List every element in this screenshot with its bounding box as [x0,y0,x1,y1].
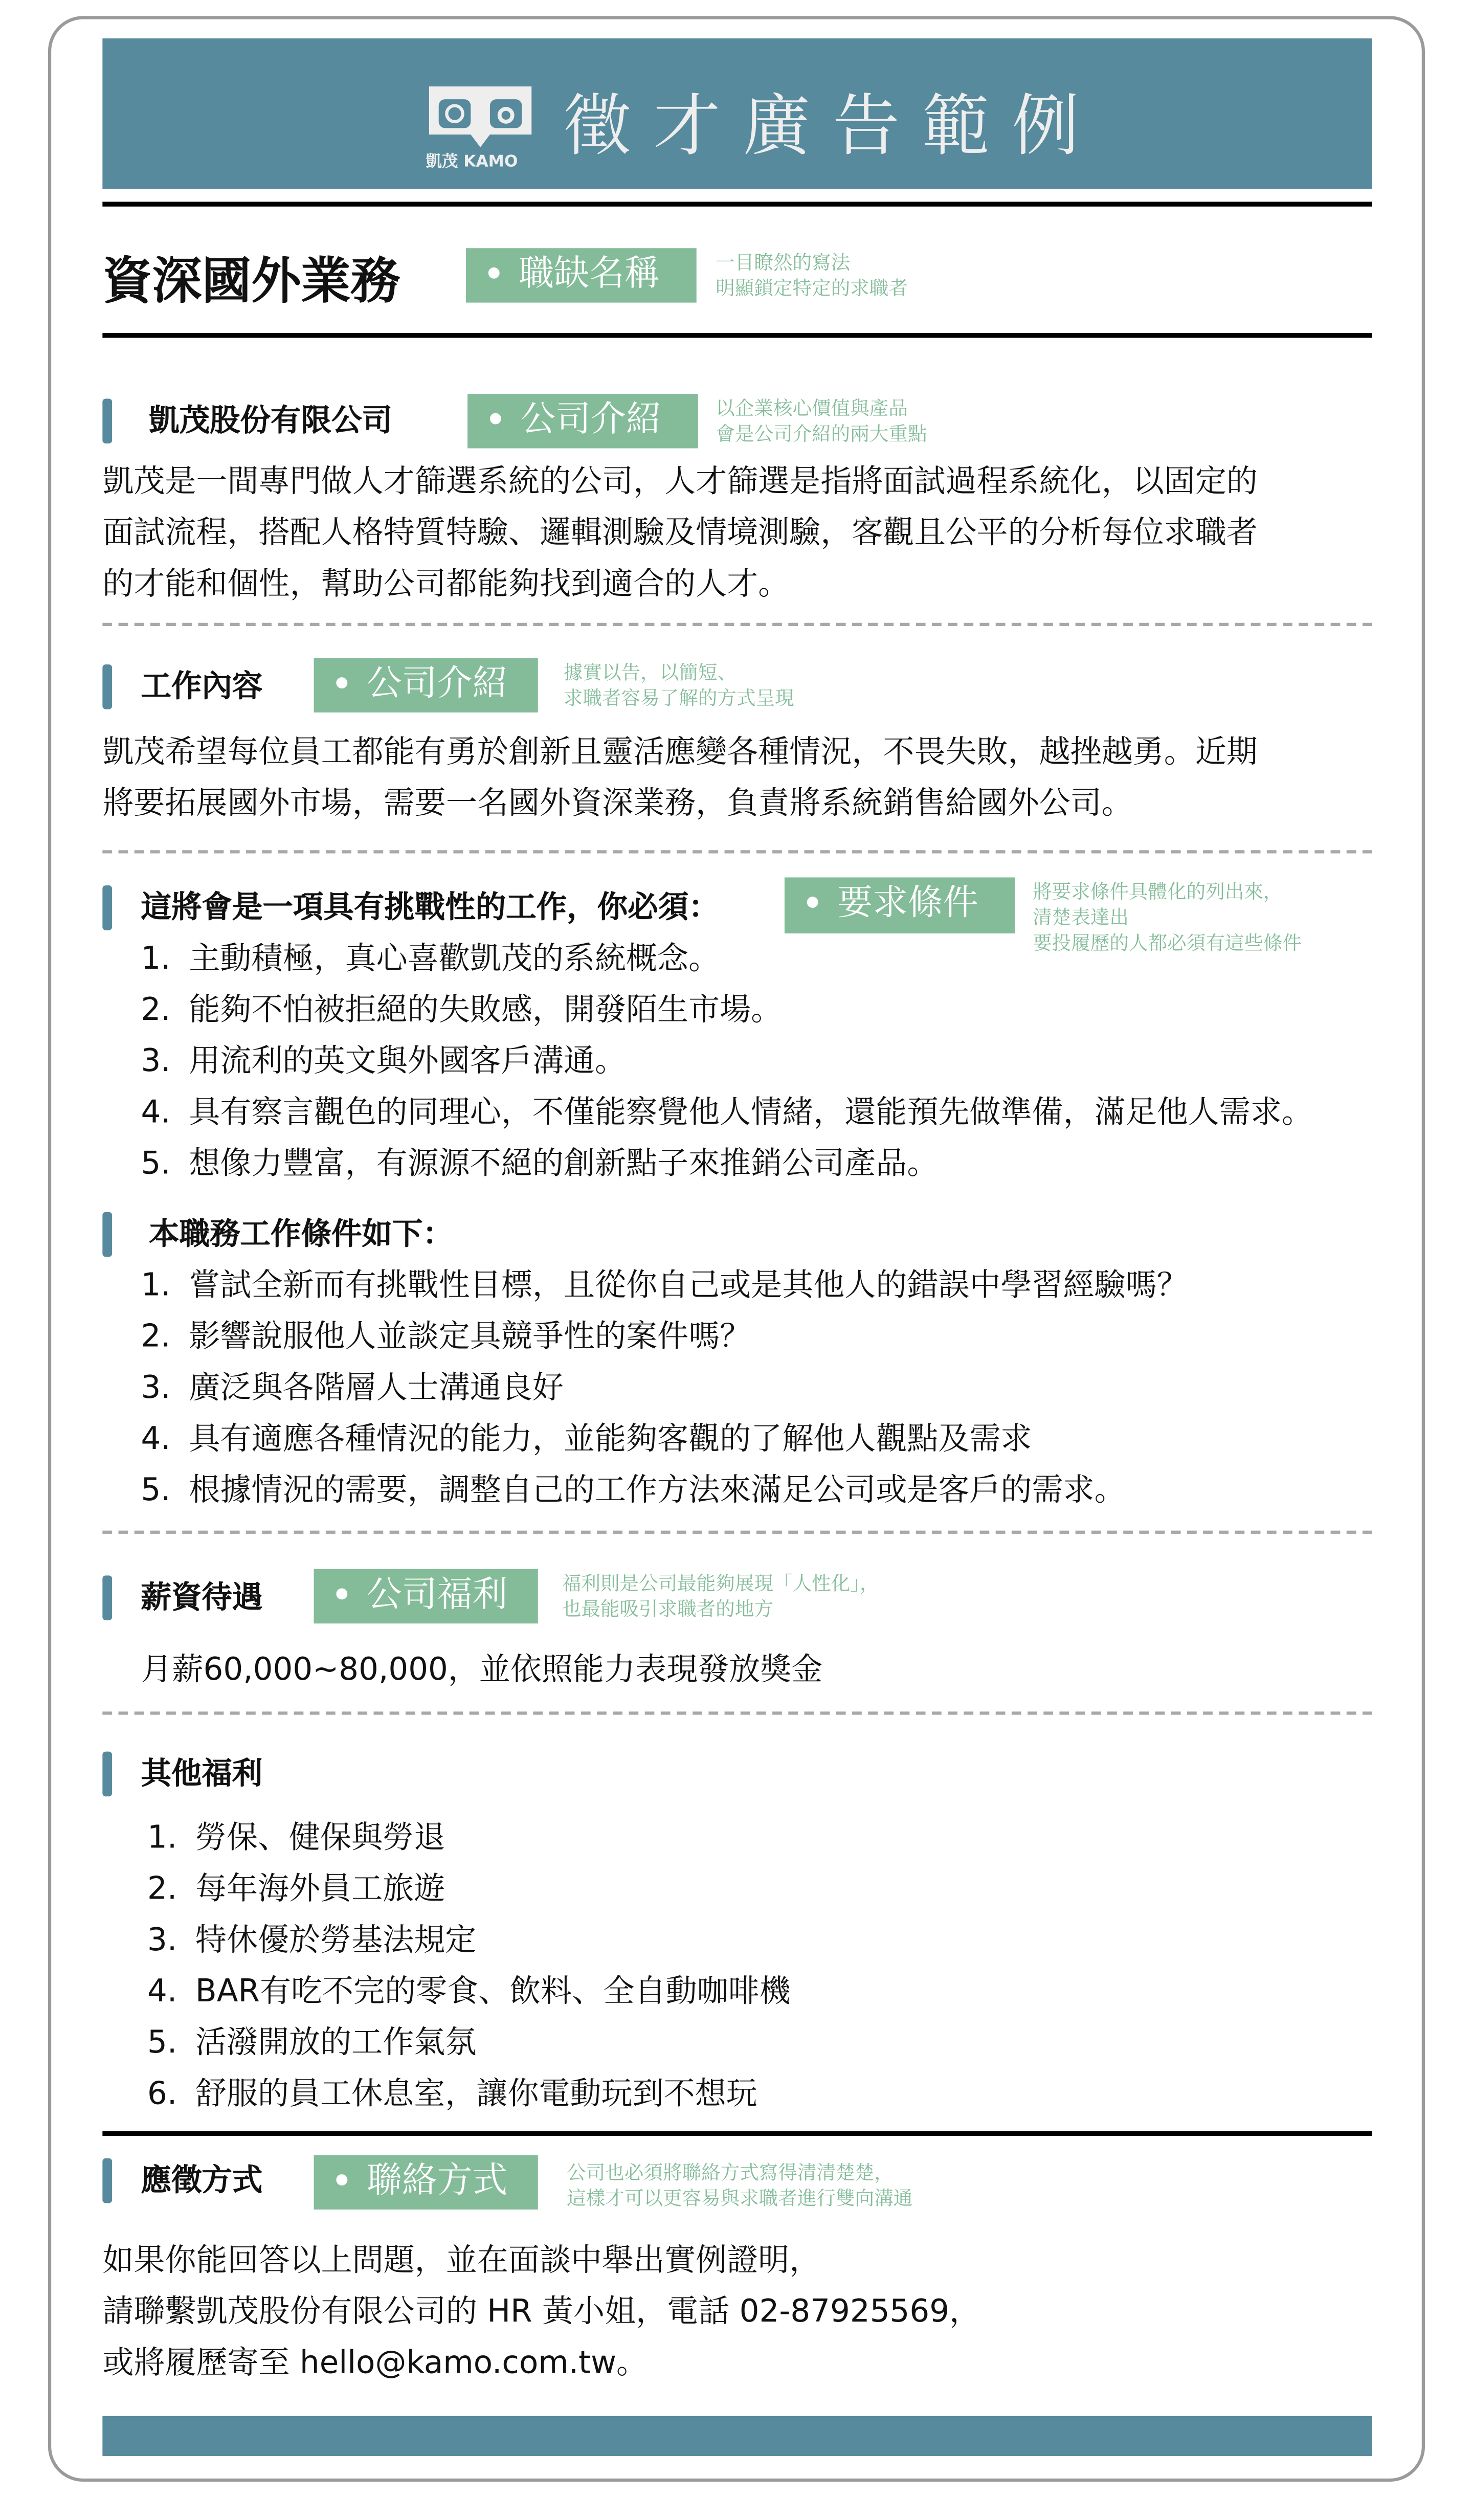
text-line: 如果你能回答以上問題，並在面談中舉出實例證明， [102,2241,821,2279]
list-number: 1. [147,1819,177,1856]
list-item [147,2068,791,2120]
list-item [147,1966,791,2017]
list-number: 2. [147,1870,177,1907]
list-item [147,1864,791,1915]
tag-label: 公司福利 [366,1575,508,1616]
list-text: 具有適應各種情況的能力，並能夠客觀的了解他人觀點及需求 [189,1420,1032,1457]
job-title: 資深國外業務 [102,253,400,311]
section-bar [102,885,112,930]
list-number: 5. [141,1471,171,1508]
list-text: 活潑開放的工作氣氛 [195,2023,477,2061]
list-text: 能夠不怕被拒絕的失敗感，開發陌生市場。 [189,991,783,1028]
list-number: 5. [147,2023,177,2061]
divider [102,333,1372,338]
list-item [141,1363,1188,1414]
list-number: 2. [141,991,171,1028]
list-text: 舒服的員工休息室，讓你電動玩到不想玩 [195,2075,757,2112]
text-line: 凱茂是一間專門做人才篩選系統的公司，人才篩選是指將面試過程系統化，以固定的 [102,462,1258,500]
list-item [141,1311,1188,1363]
note-line: 也最能吸引求職者的地方 [562,1598,774,1620]
section-bar [102,664,112,709]
bullet-icon [336,2174,347,2185]
kamo-logo-icon [426,83,535,150]
tag-company [467,394,698,448]
dashed-divider [102,850,1372,853]
tag-apply [314,2155,538,2210]
tag-label: 公司介紹 [520,400,661,440]
note-job-title [716,250,908,301]
contact-email-line: 或將履歷寄至 hello@kamo.com.tw。 [102,2344,648,2381]
note-line: 這樣才可以更容易與求職者進行雙向溝通 [567,2187,913,2210]
dashed-divider [102,1531,1372,1534]
list-text: 影響說服他人並談定具競爭性的案件嗎？ [189,1318,751,1355]
work-heading: 工作內容 [141,669,263,705]
list-number: 6. [147,2075,177,2112]
note-line: 福利則是公司最能夠展現「人性化」， [562,1572,879,1595]
note-company [716,395,927,447]
list-item [141,1414,1188,1465]
section-bar [102,1212,112,1257]
list-item [141,1036,1313,1087]
requirements-list [141,933,1313,1190]
tag-label: 公司介紹 [366,664,508,705]
note-line: 清楚表達出 [1033,906,1129,929]
list-number: 1. [141,1266,171,1304]
conditions-list [141,1260,1188,1517]
list-text: 嘗試全新而有挑戰性目標，且從你自己或是其他人的錯誤中學習經驗嗎？ [189,1266,1188,1304]
list-text: 勞保、健保與勞退 [195,1819,445,1856]
note-line: 將要求條件具體化的列出來， [1033,880,1283,903]
list-item [141,933,1313,985]
list-text: 具有察言觀色的同理心，不僅能察覺他人情緒，還能預先做準備，滿足他人需求。 [189,1094,1313,1131]
bullet-icon [488,266,500,278]
list-item [147,1915,791,1966]
salary-text: 月薪60,000~80,000，並依照能力表現發放獎金 [141,1651,823,1688]
section-bar [102,398,112,443]
list-text: 每年海外員工旅遊 [195,1870,445,1907]
bullet-icon [490,412,501,423]
note-line: 明顯鎖定特定的求職者 [716,277,908,300]
page-title: 徵才廣告範例 [563,86,1102,165]
salary-heading: 薪資待遇 [141,1580,263,1616]
requirements-heading: 這將會是一項具有挑戰性的工作，你必須： [141,890,719,926]
section-bar [102,1575,112,1620]
note-line: 以企業核心價值與產品 [716,397,908,420]
list-number: 3. [141,1042,171,1079]
tag-label: 職缺名稱 [519,254,660,295]
list-text: 根據情況的需要，調整自己的工作方法來滿足公司或是客戶的需求。 [189,1471,1126,1508]
dashed-divider [102,1711,1372,1714]
conditions-heading: 本職務工作條件如下： [149,1217,453,1252]
note-line: 據實以告，以簡短、 [563,661,737,684]
apply-description [102,2235,980,2389]
list-text: 想像力豐富，有源源不絕的創新點子來推銷公司產品。 [189,1145,939,1182]
dashed-divider [102,623,1372,626]
apply-heading: 應徵方式 [141,2163,263,2199]
note-line: 求職者容易了解的方式呈現 [563,686,794,709]
list-text: BAR有吃不完的零食、飲料、全自動咖啡機 [195,1972,791,2010]
list-item [141,1260,1188,1311]
list-text: 廣泛與各階層人士溝通良好 [189,1369,564,1406]
list-item [141,1139,1313,1190]
list-item [147,1813,791,1864]
note-line: 一目瞭然的寫法 [716,251,851,274]
benefits-heading: 其他福利 [141,1756,263,1792]
list-number: 1. [141,940,171,977]
text-line: 的才能和個性，幫助公司都能夠找到適合的人才。 [102,565,790,603]
list-number: 3. [141,1369,171,1406]
footer-band [102,2416,1372,2456]
bullet-icon [807,896,818,907]
note-line: 公司也必須將聯絡方式寫得清清楚楚， [567,2161,894,2184]
text-line: 凱茂希望每位員工都能有勇於創新且靈活應變各種情況，不畏失敗，越挫越勇。近期 [102,733,1258,770]
company-description [102,456,1258,610]
note-apply [567,2160,912,2211]
section-bar [102,1752,112,1797]
text-line: 面試流程，搭配人格特質特驗、邏輯測驗及情境測驗，客觀且公平的分析每位求職者 [102,514,1258,551]
tag-work [314,658,538,712]
note-salary [562,1571,879,1622]
note-work [564,660,794,711]
list-number: 5. [141,1145,171,1182]
text-line: 請聯繫凱茂股份有限公司的 HR 黃小姐，電話 02-87925569， [102,2292,981,2330]
benefits-list [147,1813,791,2120]
list-number: 4. [141,1094,171,1131]
bullet-icon [336,677,347,688]
divider [102,202,1372,206]
tag-label: 聯絡方式 [366,2161,508,2202]
section-bar [102,2158,112,2203]
tag-job-title [466,248,697,302]
list-text: 主動積極，真心喜歡凱茂的系統概念。 [189,940,720,977]
text-line: 將要拓展國外市場，需要一名國外資深業務，負責將系統銷售給國外公司。 [102,784,1133,821]
note-line: 會是公司介紹的兩大重點 [716,422,927,445]
logo-text: 凱茂 KAMO [426,153,518,171]
list-text: 特休優於勞基法規定 [195,1921,477,1958]
list-item [141,985,1313,1036]
tag-salary [314,1569,538,1623]
list-text: 用流利的英文與外國客戶溝通。 [189,1042,627,1079]
list-number: 3. [147,1921,177,1958]
divider [102,2131,1372,2136]
work-description [102,727,1258,829]
list-number: 4. [141,1420,171,1457]
bullet-icon [336,1588,347,1599]
list-number: 4. [147,1972,177,2010]
note-line: 要投履歷的人都必須有這些條件 [1033,931,1302,954]
list-item [141,1087,1313,1139]
company-heading: 凱茂股份有限公司 [149,403,392,439]
tag-label: 要求條件 [837,883,978,924]
list-number: 2. [141,1318,171,1355]
list-item [141,1465,1188,1516]
list-item [147,2017,791,2068]
tag-requirements [785,877,1015,933]
